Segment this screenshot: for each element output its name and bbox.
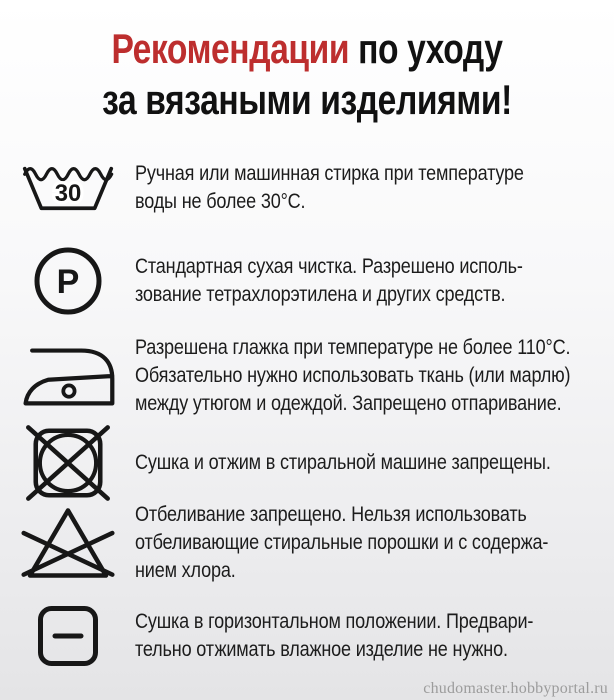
title-line-1 bbox=[61, 23, 552, 74]
care-text-line: Разрешена глажка при температуре не более 110°С. bbox=[135, 336, 571, 359]
care-row-dry-clean bbox=[0, 243, 614, 319]
wash-temp-label: 30 bbox=[54, 179, 81, 207]
care-row-iron bbox=[0, 333, 614, 419]
title-rest: по уходу bbox=[349, 25, 503, 72]
care-row-no-bleach bbox=[0, 500, 614, 586]
page-title bbox=[61, 23, 552, 125]
care-text-line: Сушка и отжим в стиральной машине запрещены. bbox=[135, 451, 551, 474]
title-highlight: Рекомендации bbox=[111, 25, 350, 72]
care-row-text bbox=[135, 253, 523, 309]
title-line-2: за вязаными изделиями! bbox=[102, 76, 512, 123]
care-row-dry-flat bbox=[0, 602, 614, 670]
care-row-text bbox=[135, 160, 524, 216]
care-text-line: между утюгом и одеждой. Запрещено отпаривание. bbox=[135, 392, 562, 415]
care-text-line: тельно отжимать влажное изделие не нужно. bbox=[135, 638, 508, 661]
no-tumble-dry-icon bbox=[0, 420, 135, 506]
dry-clean-letter: P bbox=[56, 263, 79, 301]
iron-one-dot-icon bbox=[0, 343, 135, 409]
wash-30-icon bbox=[0, 162, 135, 214]
care-text-line: зование тетрахлорэтилена и других средств. bbox=[135, 283, 506, 306]
care-row-text bbox=[135, 608, 533, 664]
care-text-line: воды не более 30°С. bbox=[135, 190, 306, 213]
care-text-line: нием хлора. bbox=[135, 559, 236, 582]
care-text-line: Стандартная сухая чистка. Разрешено исполь- bbox=[135, 255, 523, 278]
care-text-line: Сушка в горизонтальном положении. Предвари- bbox=[135, 610, 534, 633]
dry-clean-p-icon bbox=[0, 245, 135, 317]
care-row-wash bbox=[0, 158, 614, 218]
no-bleach-icon bbox=[0, 505, 135, 581]
care-row-text bbox=[135, 334, 570, 418]
care-text-line: отбеливающие стиральные порошки и с содержа- bbox=[135, 531, 549, 554]
dry-flat-icon bbox=[0, 604, 135, 668]
care-row-text bbox=[135, 501, 548, 585]
care-text-line: Отбеливание запрещено. Нельзя использовать bbox=[135, 503, 527, 526]
care-row-text bbox=[135, 449, 551, 477]
care-row-no-tumble-dry bbox=[0, 420, 614, 506]
watermark: chudomaster.hobbyportal.ru bbox=[423, 680, 608, 697]
care-text-line: Обязательно нужно использовать ткань (или марлю) bbox=[135, 364, 571, 387]
care-text-line: Ручная или машинная стирка при температуре bbox=[135, 162, 524, 185]
